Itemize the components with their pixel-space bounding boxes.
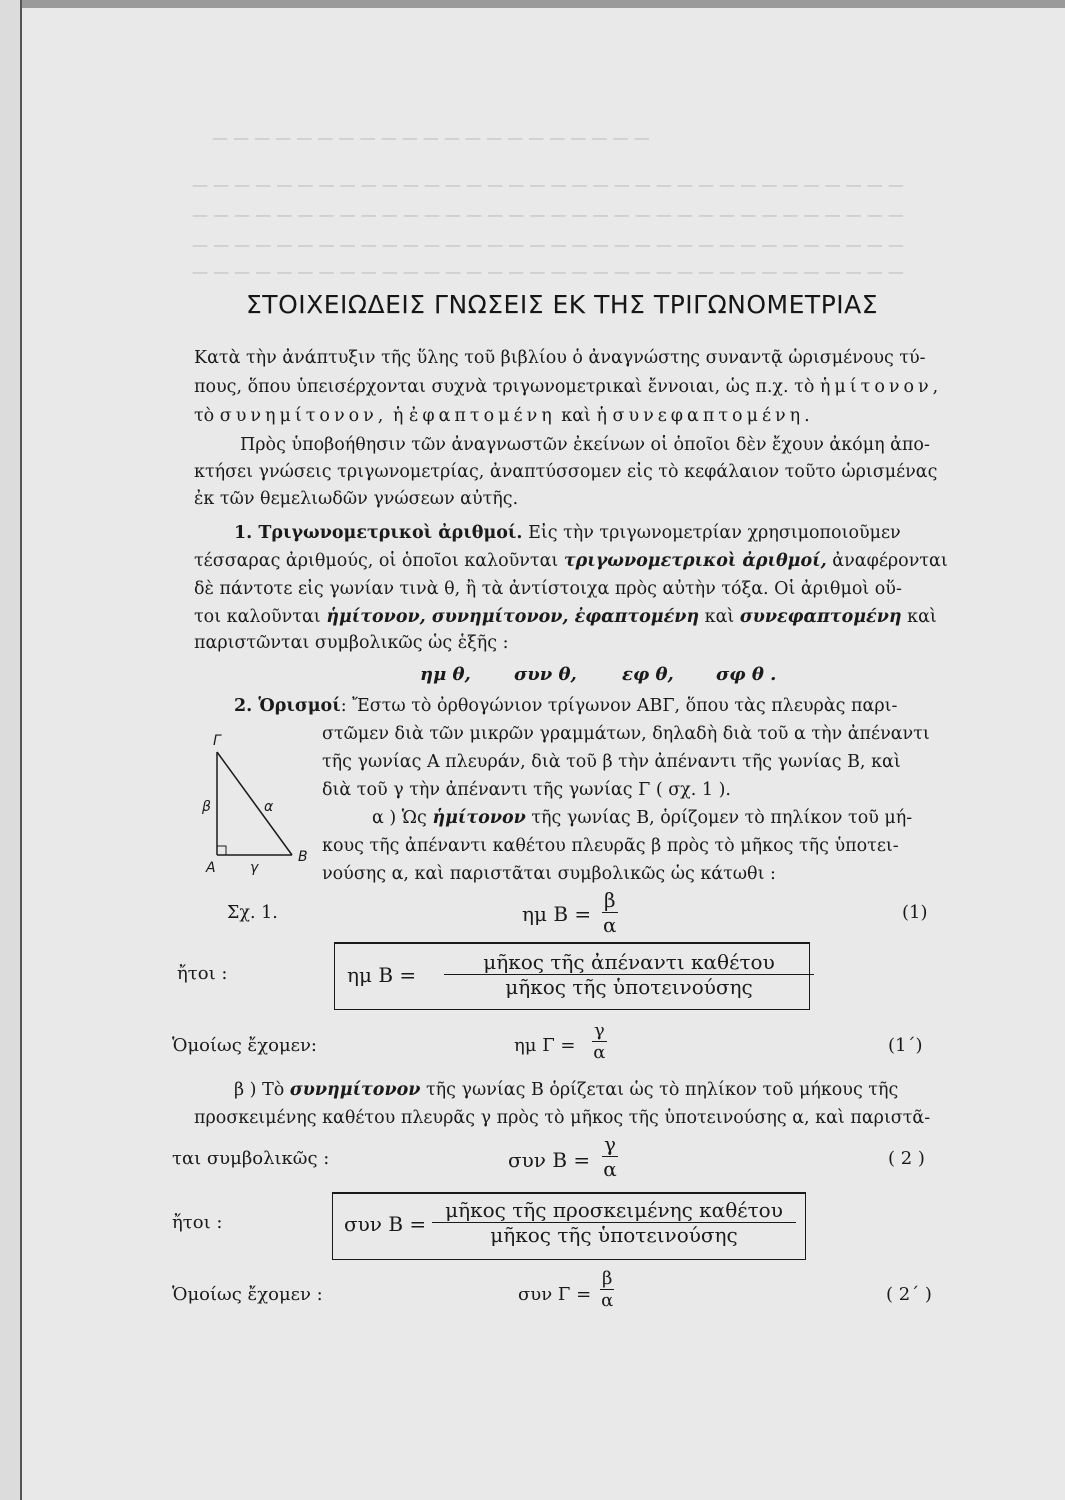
eq2-lhs: συν B =: [508, 1148, 591, 1172]
eq1-denominator: α: [603, 913, 617, 937]
function-cot: σφ θ .: [716, 664, 777, 685]
section2a-line-2: κους τῆς ἀπέναντι καθέτου πλευρᾶς β πρὸς τὸ μῆκος τῆς ὑποτει-: [322, 836, 899, 856]
box2-fraction: [432, 1198, 796, 1247]
term-imitonon-def: ἡμίτονον: [432, 808, 526, 828]
box2-label: ἤτοι :: [172, 1212, 223, 1233]
section2a-line-3: νούσης α, καὶ παριστᾶται συμβολικῶς ὡς κάτωθι :: [322, 864, 776, 884]
chapter-title: ΣΤΟΙΧΕΙΩΔΕΙΣ ΓΝΩΣΕΙΣ ΕΚ ΤΗΣ ΤΡΙΓΩΝΟΜΕΤΡΙΑΣ: [246, 290, 879, 319]
eq1-fraction: [602, 888, 618, 937]
eq1p-fraction: [592, 1020, 607, 1063]
side-a-line: [217, 752, 292, 855]
section2-line-1-text: : Ἔστω τὸ ὀρθογώνιον τρίγωνον ΑΒΓ, ὅπου τὰς πλευρὰς παρι-: [340, 696, 898, 716]
function-cos: συν θ,: [514, 664, 577, 685]
eq1p-lhs: ημ Γ =: [514, 1035, 576, 1056]
section2b-text: τῆς γωνίας Β ὁρίζεται ὡς τὸ πηλίκον τοῦ μήκους τῆς: [420, 1080, 899, 1100]
eq1-tag: (1): [902, 902, 928, 923]
section2a-prefix: α ) Ὡς: [372, 808, 433, 828]
section2-line-2: στῶμεν διὰ τῶν μικρῶν γραμμάτων, δηλαδὴ διὰ τοῦ α τὴν ἀπέναντι: [322, 724, 930, 744]
term-efaptomeni: ἐφαπτομένη: [408, 406, 556, 426]
section2b-line-1: [234, 1077, 898, 1103]
term-synefaptomeni-2: συνεφαπτομένη: [739, 607, 902, 627]
section1-line-4-c: καὶ: [901, 607, 937, 627]
term-imitonon: ἡμίτονον,: [819, 377, 943, 397]
box1-numerator: μῆκος τῆς ἀπέναντι καθέτου: [444, 950, 814, 975]
side-label-c: γ: [250, 860, 259, 876]
vertex-beta: Β: [298, 849, 308, 865]
intro-line-3-c: καὶ ἡ: [555, 406, 613, 426]
section1-line-5: παριστῶνται συμβολικῶς ὡς ἑξῆς :: [194, 633, 509, 653]
section2a-line-1: [372, 805, 912, 831]
intro-line-2-text: πους, ὅπου ὑπεισέρχονται συχνὰ τριγωνομετρικαὶ ἔννοιαι, ὡς π.χ. τὸ: [194, 377, 820, 397]
intro-line-5: κτήσει γνώσεις τριγωνομετρίας, ἀναπτύσσομεν εἰς τὸ κεφάλαιον τοῦτο ὡρισμένας: [194, 462, 938, 482]
section1-line-2: [194, 548, 948, 574]
function-tan: εφ θ,: [622, 664, 674, 685]
section1-line-3: δὲ πάντοτε εἰς γωνίαν τινὰ θ, ἢ τὰ ἀντίστοιχα πρὸς αὐτὴν τόξα. Οἱ ἀριθμοὶ οὕ-: [194, 579, 902, 599]
section2a-text: τῆς γωνίας Β, ὁρίζομεν τὸ πηλίκον τοῦ μή-: [525, 808, 913, 828]
eq2p-lhs: συν Γ =: [518, 1284, 592, 1305]
section1-line-1: [234, 520, 901, 546]
box1-label: ἤτοι :: [177, 963, 228, 984]
intro-line-3-b: ἡ: [387, 406, 409, 426]
intro-line-2: [194, 374, 942, 400]
intro-line-3: [194, 403, 814, 429]
term-trig-numbers: τριγωνομετρικοὶ ἀριθμοί,: [563, 551, 827, 571]
eq2p-numerator: β: [602, 1268, 613, 1289]
section1-line-2-b: ἀναφέρονται: [826, 551, 948, 571]
term-function-list: ἡμίτονον, συνημίτονον, ἐφαπτομένη: [326, 607, 700, 627]
section1-heading: 1. Τριγωνομετρικοὶ ἀριθμοί.: [234, 523, 523, 543]
section2b-prefix: β ) Τὸ: [234, 1080, 290, 1100]
box2-top-rule: [333, 1192, 805, 1194]
intro-line-4: Πρὸς ὑποβοήθησιν τῶν ἀναγνωστῶν ἐκείνων οἱ ὁποῖοι δὲν ἔχουν ἀκόμη ἀπο-: [240, 435, 930, 455]
section1-line-4-a: τοι καλοῦνται: [194, 607, 327, 627]
section1-line-2-a: τέσσαρας ἀριθμούς, οἱ ὁποῖοι καλοῦνται: [194, 551, 564, 571]
page-top-edge: [22, 0, 1065, 8]
intro-line-1: Κατὰ τὴν ἀνάπτυξιν τῆς ὕλης τοῦ βιβλίου ὁ ἀναγνώστης συναντᾷ ὡρισμένους τύ-: [194, 348, 926, 368]
section2-line-1: [234, 693, 897, 719]
side-label-b: β: [202, 799, 211, 815]
intro-line-3-a: τὸ: [194, 406, 220, 426]
box2-lhs: συν B =: [344, 1212, 427, 1236]
eq2p-tag: ( 2΄ ): [886, 1284, 932, 1305]
eq1-lhs: ημ B =: [522, 902, 592, 926]
box1-lhs: ημ B =: [347, 963, 417, 987]
term-synimitonon: συνημίτονον,: [219, 406, 388, 426]
section2-line-3: τῆς γωνίας Α πλευράν, διὰ τοῦ β τὴν ἀπέναντι τῆς γωνίας Β, καὶ: [322, 752, 901, 772]
box2-denominator: μῆκος τῆς ὑποτεινούσης: [490, 1223, 738, 1247]
eq1p-denominator: α: [593, 1042, 606, 1063]
eq2p-label: Ὁμοίως ἔχομεν :: [172, 1284, 323, 1305]
function-sin: ημ θ,: [420, 664, 471, 685]
section2-line-4: διὰ τοῦ γ τὴν ἀπέναντι τῆς γωνίας Γ ( σχ. 1 ).: [322, 780, 731, 800]
box2-bottom-rule: [333, 1259, 805, 1261]
section1-line-1-text: Εἰς τὴν τριγωνομετρίαν χρησιμοποιοῦμεν: [522, 523, 901, 543]
section1-line-4-b: καὶ: [699, 607, 740, 627]
section1-line-4: [194, 604, 937, 630]
vertex-alpha: Α: [206, 860, 216, 876]
eq2-numerator: γ: [604, 1132, 616, 1156]
section2b-line-2: προσκειμένης καθέτου πλευρᾶς γ πρὸς τὸ μῆκος τῆς ὑποτεινούσης α, καὶ παριστᾶ-: [194, 1108, 931, 1128]
book-page: — — — — — — — — — — — — — — — — — — — — — — — — — — — — — — — — — — — — — — — — — — — — — — — — — — — — — — — — — — — — — — — — — — — — — — — — — — — — — — — — — — — — — — — — — — — — — — — — — — — — — — — — — — — — — — — — — — — — — — — — — — — — — — — — — — — — — — — — — — — — — — — — — — — — — — — — — — — — — ΣΤΟΙΧΕΙΩΔΕΙΣ ΓΝΩΣΕΙΣ ΕΚ ΤΗΣ ΤΡΙΓΩΝΟΜΕΤΡΙΑΣ Κατὰ τὴν ἀνάπτυξιν τῆς ὕλης τοῦ βιβλίου ὁ ἀναγνώστης συναντᾷ ὡρισμένους τύ- πους, ὅπου ὑπεισέρχονται συχνὰ τριγωνομετρικαὶ ἔννοιαι, ὡς π.χ. τὸ ἡμίτονον, τὸ συνημίτονον, ἡ ἐφαπτομένη καὶ ἡ συνεφαπτομένη. Πρὸς ὑποβοήθησιν τῶν ἀναγνωστῶν ἐκείνων οἱ ὁποῖοι δὲν ἔχουν ἀκόμη ἀπο- κτήσει γνώσεις τριγωνομετρίας, ἀναπτύσσομεν εἰς τὸ κεφάλαιον τοῦτο ὡρισμένας ἐκ τῶν θεμελιωδῶν γνώσεων αὐτῆς. 1. Τριγωνομετρικοὶ ἀριθμοί. Εἰς τὴν τριγωνομετρίαν χρησιμοποιοῦμεν τέσσαρας ἀριθμούς, οἱ ὁποῖοι καλοῦνται τριγωνομετρικοὶ ἀριθμοί, ἀναφέρονται δὲ πάντοτε εἰς γωνίαν τινὰ θ, ἢ τὰ ἀντίστοιχα πρὸς αὐτὴν τόξα. Οἱ ἀριθμοὶ οὕ- τοι καλοῦνται ἡμίτονον, συνημίτονον, ἐφαπτομένη καὶ συνεφαπτομένη καὶ παριστῶνται συμβολικῶς ὡς ἑξῆς : ημ θ, συν θ, εφ θ, σφ θ . 2. Ὁρισμοί: Ἔστω τὸ ὀρθογώνιον τρίγωνον ΑΒΓ, ὅπου τὰς πλευρὰς παρι- στῶμεν διὰ τῶν μικρῶν γραμμάτων, δηλαδὴ διὰ τοῦ α τὴν ἀπέναντι τῆς γωνίας Α πλευράν, διὰ τοῦ β τὴν ἀπέναντι τῆς γωνίας Β, καὶ διὰ τοῦ γ τὴν ἀπέναντι τῆς γωνίας Γ ( σχ. 1 ). α ) Ὡς ἡμίτονον τῆς γωνίας Β, ὁρίζομεν τὸ πηλίκον τοῦ μή- κους τῆς ἀπέναντι καθέτου πλευρᾶς β πρὸς τὸ μῆκος τῆς ὑποτει- νούσης α, καὶ παριστᾶται συμβολικῶς ὡς κάτωθι : Γ Α Β β α γ Σχ. 1. ημ B = $\frac{\beta}{\alpha}$ (1) ἤτοι : ημ B = μῆκος τῆς ἀπέναντι καθέτου μῆκος τῆς ὑποτεινούσης Ὁμοίως ἔχομεν: ημ Γ = $\frac{\gamma}{\alpha}$ (1΄) β ) Τὸ συνημίτονον τῆς γωνίας Β ὁρίζεται ὡς τὸ πηλίκον τοῦ μήκους τῆς προσκειμένης καθέτου πλευρᾶς γ πρὸς τὸ μῆκος τῆς ὑποτεινούσης α, καὶ παριστᾶ- ται συμβολικῶς : συν B = $\frac{\gamma}{\alpha}$ ( 2 ) ἤτοι : συν B = μῆκος τῆς προσκειμένης καθέτου μῆκος τῆς ὑποτεινούσης Ὁμοίως ἔχομεν : συν Γ = $\frac{\beta}{\alpha}$ ( 2΄ ): [20, 0, 1065, 1500]
eq2p-denominator: α: [601, 1290, 614, 1311]
right-angle-mark: [217, 846, 226, 855]
eq1p-numerator: γ: [594, 1020, 605, 1041]
box2-numerator: μῆκος τῆς προσκειμένης καθέτου: [432, 1198, 796, 1223]
vertex-gamma: Γ: [213, 733, 221, 749]
eq2-tag: ( 2 ): [888, 1148, 925, 1169]
figure-caption: Σχ. 1.: [227, 903, 278, 923]
eq2-denominator: α: [603, 1157, 617, 1181]
box1-fraction: [444, 950, 814, 999]
eq1p-tag: (1΄): [888, 1035, 923, 1056]
intro-line-6: ἐκ τῶν θεμελιωδῶν γνώσεων αὐτῆς.: [194, 489, 519, 509]
box1-bottom-rule: [335, 1009, 809, 1011]
eq2-fraction: [602, 1132, 618, 1181]
eq2-label: ται συμβολικῶς :: [172, 1148, 330, 1169]
section2-heading: 2. Ὁρισμοί: [234, 696, 341, 716]
term-synefaptomeni: συνεφαπτομένη.: [612, 406, 814, 426]
eq1-numerator: β: [604, 888, 616, 912]
eq1p-label: Ὁμοίως ἔχομεν:: [172, 1035, 317, 1056]
box1-denominator: μῆκος τῆς ὑποτεινούσης: [505, 975, 753, 999]
side-label-a: α: [264, 799, 274, 815]
term-synimitonon-def: συνημίτονον: [289, 1080, 421, 1100]
eq2p-fraction: [600, 1268, 614, 1311]
box1-top-rule: [335, 942, 809, 944]
